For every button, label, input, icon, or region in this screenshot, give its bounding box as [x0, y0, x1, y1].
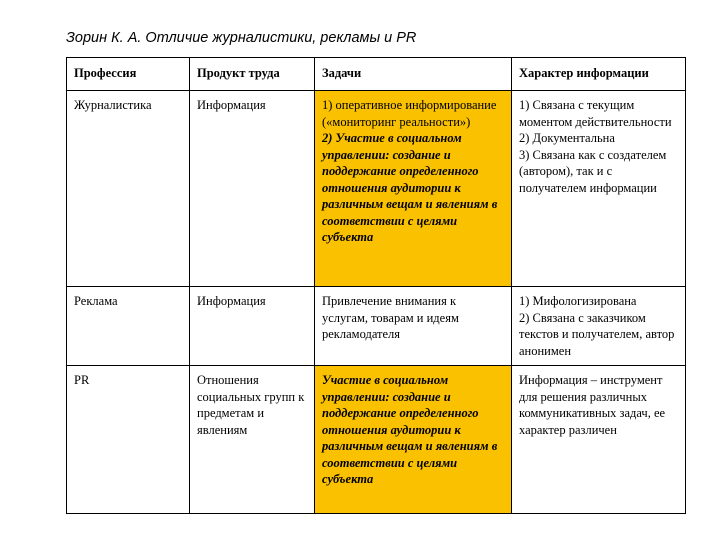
cell-product: Отношения социальных групп к предметам и явлениям	[190, 366, 315, 514]
info-line: 1) Связана с текущим моментом действительности	[519, 98, 672, 129]
tasks-emphasis-text: Участие в социальном управлении: создание и поддержание определенного отношения аудитории к различным вещам и явлениям в соответствии с целями субъекта	[322, 373, 498, 486]
cell-info-character	[512, 287, 686, 366]
table-row	[67, 91, 686, 287]
table-row	[67, 366, 686, 514]
comparison-table	[66, 57, 686, 514]
slide-title: Зорин К. А. Отличие журналистики, рекламы и PR	[66, 30, 417, 46]
cell-tasks-highlighted	[315, 366, 512, 514]
table-row	[67, 287, 686, 366]
header-info-character: Характер информации	[512, 58, 686, 91]
info-line: 3) Связана как с создателем (автором), так и с получателем информации	[519, 147, 667, 195]
cell-product: Информация	[190, 287, 315, 366]
header-tasks: Задачи	[315, 58, 512, 91]
cell-product: Информация	[190, 91, 315, 287]
cell-tasks: Привлечение внимания к услугам, товарам и идеям рекламодателя	[315, 287, 512, 366]
tasks-emphasis-text: 2) Участие в социальном управлении: создание и поддержание определенного отношения аудитории к различным вещам и явлениям в соответствии с целями субъекта	[322, 131, 498, 244]
info-line: 2) Связана с заказчиком текстов и получателем, автор анонимен	[519, 310, 675, 358]
table-header-row	[67, 58, 686, 91]
cell-tasks-highlighted	[315, 91, 512, 287]
cell-profession: PR	[67, 366, 190, 514]
tasks-plain-text: 1) оперативное информирование («мониторинг реальности»)	[322, 98, 497, 129]
cell-profession: Журналистика	[67, 91, 190, 287]
header-profession: Профессия	[67, 58, 190, 91]
header-product: Продукт труда	[190, 58, 315, 91]
cell-info-character	[512, 366, 686, 514]
cell-profession: Реклама	[67, 287, 190, 366]
cell-info-character	[512, 91, 686, 287]
info-line: 1) Мифологизирована	[519, 294, 637, 308]
info-line: Информация – инструмент для решения различных коммуникативных задач, ее характер различен	[519, 373, 666, 437]
info-line: 2) Документальна	[519, 131, 615, 145]
